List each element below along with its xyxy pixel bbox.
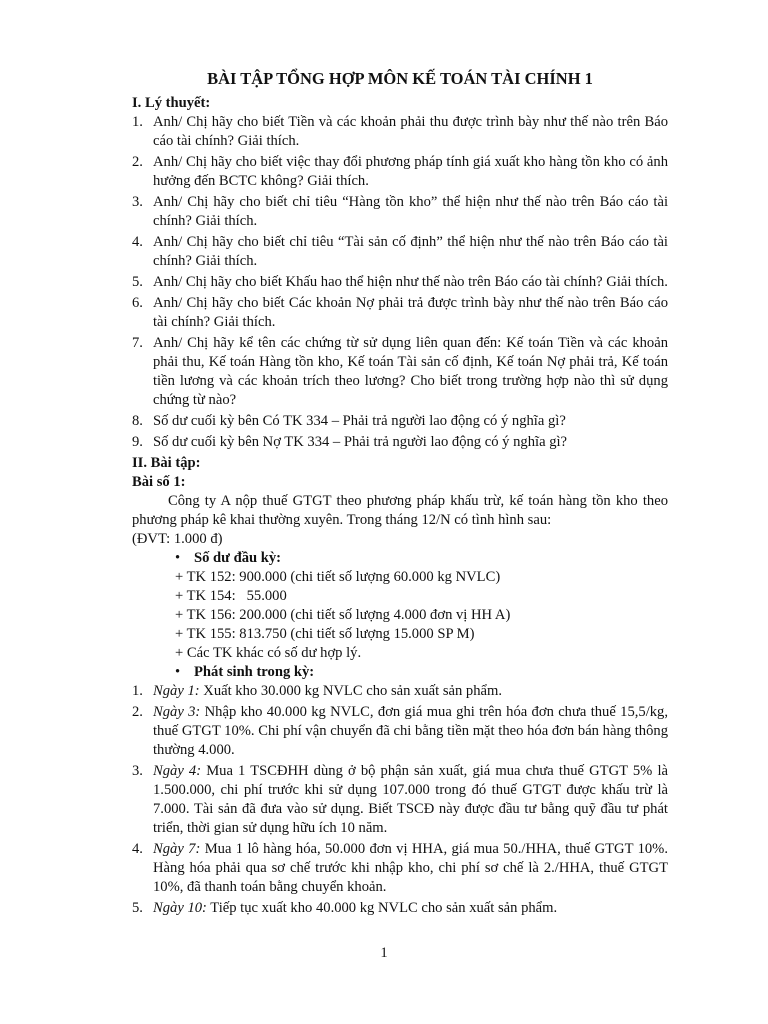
question-text: Anh/ Chị hãy cho biết Tiền và các khoản phải thu được trình bày như thế nào trên Báo cáo tài chính? Giải thích. bbox=[153, 114, 668, 149]
page-title: BÀI TẬP TỔNG HỢP MÔN KẾ TOÁN TÀI CHÍNH 1 bbox=[207, 69, 593, 88]
opening-balance-line: + TK 154: 55.000 bbox=[175, 588, 287, 604]
exercise-1-heading: Bài số 1: bbox=[132, 474, 186, 490]
theory-question bbox=[132, 294, 668, 332]
question-text: Số dư cuối kỳ bên Có TK 334 – Phải trả người lao động có ý nghĩa gì? bbox=[153, 413, 566, 429]
transaction-item bbox=[132, 682, 668, 701]
transaction-day: Ngày 7: bbox=[153, 841, 201, 857]
transaction-item bbox=[132, 899, 668, 918]
transaction-day: Ngày 10: bbox=[153, 900, 207, 916]
transaction-number: 5. bbox=[132, 900, 143, 916]
question-text: Anh/ Chị hãy cho biết chỉ tiêu “Tài sản cố định” thể hiện như thế nào trên Báo cáo tài chính? Giải thích. bbox=[153, 234, 668, 269]
theory-heading: I. Lý thuyết: bbox=[132, 95, 211, 111]
exercises-heading: II. Bài tập: bbox=[132, 455, 201, 471]
question-text: Anh/ Chị hãy cho biết việc thay đổi phương pháp tính giá xuất kho hàng tồn kho có ảnh hưởng đến BCTC không? Giải thích. bbox=[153, 154, 668, 189]
exercise-intro: Công ty A nộp thuế GTGT theo phương pháp khấu trừ, kế toán hàng tồn kho theo phương pháp kê khai thường xuyên. Trong tháng 12/N có tình hình sau: bbox=[132, 493, 668, 528]
transaction-day: Ngày 3: bbox=[153, 704, 201, 720]
question-text: Anh/ Chị hãy kể tên các chứng từ sử dụng liên quan đến: Kế toán Tiền và các khoản phải thu, Kế toán Hàng tồn kho, Kế toán Tài sản cố định, Kế toán Nợ phải trả, Kế toán tiền lương và các khoản trích theo lương? Cho biết trong trường hợp nào thì sử dụng chứng từ nào? bbox=[153, 335, 668, 408]
opening-balance-line: + TK 156: 200.000 (chi tiết số lượng 4.000 đơn vị HH A) bbox=[175, 607, 511, 623]
question-number: 1. bbox=[132, 114, 143, 130]
transaction-text: Mua 1 TSCĐHH dùng ở bộ phận sản xuất, giá mua chưa thuế GTGT 5% là 1.500.000, chi phí trước khi sử dụng 107.000 trong đó thuế GTGT được khấu trừ là 7.000. Tài sản đã đưa vào sử dụng. Biết TSCĐ này được đầu tư bằng quỹ đầu tư phát triển, thời gian sử dụng hữu ích 10 năm. bbox=[153, 763, 668, 836]
transaction-number: 3. bbox=[132, 763, 143, 779]
opening-balance-line: + Các TK khác có số dư hợp lý. bbox=[175, 645, 362, 661]
theory-question bbox=[132, 273, 668, 292]
question-number: 4. bbox=[132, 234, 143, 250]
opening-balance-line: + TK 152: 900.000 (chi tiết số lượng 60.000 kg NVLC) bbox=[175, 569, 501, 585]
transaction-number: 4. bbox=[132, 841, 143, 857]
theory-question-list bbox=[132, 113, 668, 452]
opening-balance-label: Số dư đầu kỳ: bbox=[194, 550, 282, 566]
opening-balance-line: + TK 155: 813.750 (chi tiết số lượng 15.000 SP M) bbox=[175, 626, 475, 642]
page-number: 1 bbox=[380, 945, 388, 961]
transaction-item bbox=[132, 840, 668, 897]
transaction-list bbox=[132, 682, 668, 918]
question-number: 6. bbox=[132, 295, 143, 311]
question-number: 3. bbox=[132, 194, 143, 210]
transaction-number: 1. bbox=[132, 683, 143, 699]
transaction-text: Tiếp tục xuất kho 40.000 kg NVLC cho sản xuất sản phẩm. bbox=[206, 900, 558, 916]
question-number: 9. bbox=[132, 434, 143, 450]
question-number: 7. bbox=[132, 335, 143, 351]
transaction-day: Ngày 1: bbox=[153, 683, 200, 699]
question-text: Anh/ Chị hãy cho biết Các khoản Nợ phải trả được trình bày như thế nào trên Báo cáo tài chính? Giải thích. bbox=[153, 295, 668, 330]
arising-label: Phát sinh trong kỳ: bbox=[194, 664, 315, 680]
theory-question bbox=[132, 433, 668, 452]
unit-note: (ĐVT: 1.000 đ) bbox=[132, 531, 223, 547]
transaction-item bbox=[132, 703, 668, 760]
question-text: Anh/ Chị hãy cho biết chỉ tiêu “Hàng tồn kho” thể hiện như thế nào trên Báo cáo tài chính? Giải thích. bbox=[153, 194, 668, 229]
theory-question bbox=[132, 193, 668, 231]
question-text: Số dư cuối kỳ bên Nợ TK 334 – Phải trả người lao động có ý nghĩa gì? bbox=[153, 434, 568, 450]
question-text: Anh/ Chị hãy cho biết Khấu hao thể hiện như thế nào trên Báo cáo tài chính? Giải thích. bbox=[153, 274, 668, 290]
theory-question bbox=[132, 334, 668, 410]
page-content bbox=[132, 68, 668, 920]
theory-question bbox=[132, 233, 668, 271]
question-number: 8. bbox=[132, 413, 143, 429]
transaction-text: Xuất kho 30.000 kg NVLC cho sản xuất sản phẩm. bbox=[199, 683, 502, 699]
transaction-number: 2. bbox=[132, 704, 143, 720]
bullet-icon: • bbox=[175, 550, 181, 566]
theory-question bbox=[132, 113, 668, 151]
question-number: 5. bbox=[132, 274, 143, 290]
theory-question bbox=[132, 412, 668, 431]
transaction-text: Nhập kho 40.000 kg NVLC, đơn giá mua ghi trên hóa đơn chưa thuế 15,5/kg, thuế GTGT 10%. Chi phí vận chuyển đã chi bằng tiền mặt theo hóa đơn bán hàng thông thường 4.000. bbox=[153, 704, 668, 758]
transaction-text: Mua 1 lô hàng hóa, 50.000 đơn vị HHA, giá mua 50./HHA, thuế GTGT 10%. Hàng hóa phải qua sơ chế trước khi nhập kho, chi phí sơ chế là 2./HHA, thuế GTGT 10%, đã thanh toán bằng chuyển khoản. bbox=[153, 841, 668, 895]
theory-question bbox=[132, 153, 668, 191]
bullet-icon: • bbox=[175, 664, 181, 680]
arising-heading bbox=[132, 663, 668, 682]
question-number: 2. bbox=[132, 154, 143, 170]
opening-balance-heading bbox=[132, 549, 668, 568]
transaction-day: Ngày 4: bbox=[153, 763, 202, 779]
transaction-item bbox=[132, 762, 668, 838]
